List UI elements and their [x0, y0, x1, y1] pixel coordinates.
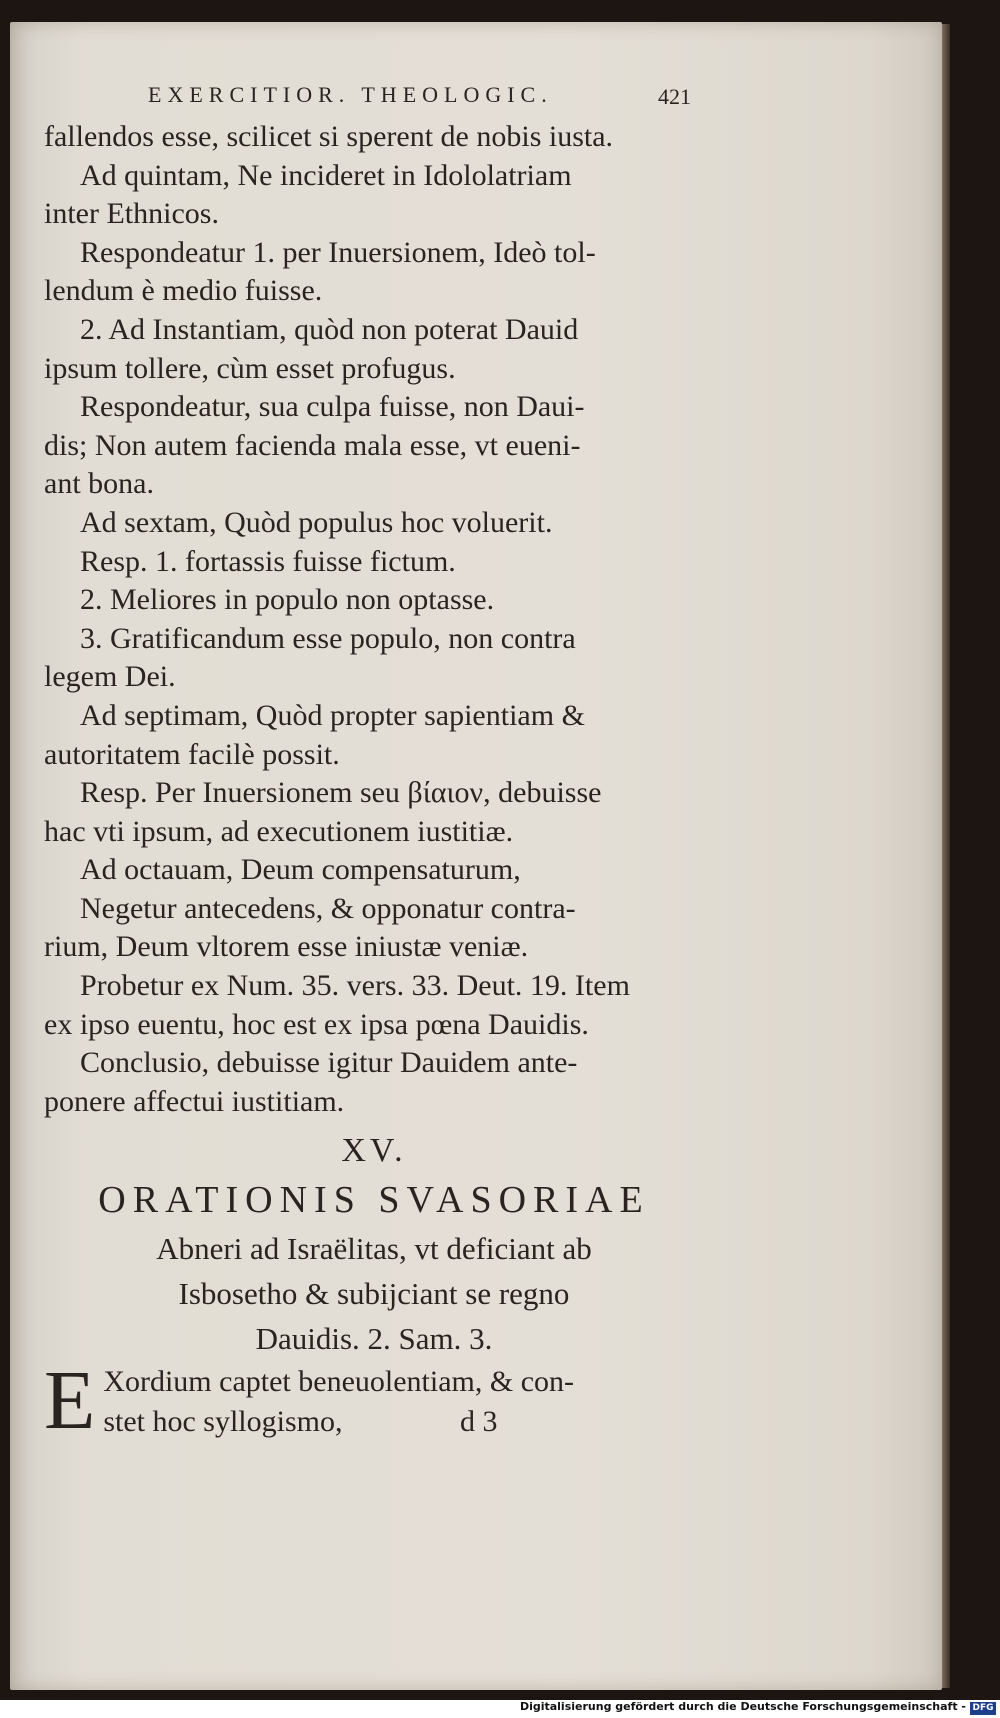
text-line	[44, 1402, 704, 1442]
text-line: fallendos esse, scilicet si sperent de nobis iusta.	[44, 120, 614, 153]
dfg-logo: DFG	[970, 1702, 996, 1715]
drop-cap: E	[44, 1354, 96, 1447]
page-number: 421	[658, 84, 691, 109]
exordium-paragraph	[44, 1354, 704, 1447]
text-line: 2. Meliores in populo non optasse.	[80, 583, 495, 617]
digitization-footer	[0, 1700, 1000, 1718]
text-line-content: stet hoc syllogismo,	[103, 1405, 343, 1438]
signature-mark: d 3	[459, 1405, 498, 1438]
text-line: inter Ethnicos.	[44, 197, 219, 231]
text-line: Ad octauam, Deum compensaturum,	[80, 853, 521, 887]
text-line: 3. Gratificandum esse populo, non contra	[80, 621, 576, 655]
text-line: Ad quintam, Ne incideret in Idololatriam	[80, 158, 572, 192]
text-line: dis; Non autem facienda mala esse, vt eueni-	[44, 428, 581, 462]
body-text	[44, 118, 704, 1121]
section-title: ORATIONIS SVASORIAE	[98, 1179, 650, 1221]
section-subtitle-line: Isbosetho & subijciant se regno	[178, 1276, 570, 1311]
section-number: XV.	[341, 1132, 407, 1169]
text-line: Xordium captet beneuolentiam, & con-	[103, 1365, 574, 1398]
text-line: ponere affectui iustitiam.	[44, 1084, 345, 1118]
text-line: Ad sextam, Quòd populus hoc voluerit.	[80, 505, 553, 539]
text-line: Ad septimam, Quòd propter sapientiam &	[80, 698, 585, 732]
section-subtitle-line: Abneri ad Israëlitas, vt deficiant ab	[156, 1231, 592, 1266]
page-edge-shadow	[942, 24, 950, 1688]
running-head: EXERCITIOR. THEOLOGIC.	[148, 82, 553, 107]
text-line: lendum è medio fuisse.	[44, 274, 323, 308]
footer-credit: Digitalisierung gefördert durch die Deutsche Forschungsgemeinschaft -	[519, 1700, 966, 1713]
text-line: Respondeatur 1. per Inuersionem, Ideò tol-	[80, 235, 596, 269]
text-line: Respondeatur, sua culpa fuisse, non Daui-	[80, 390, 585, 424]
text-line: ipsum tollere, cùm esset profugus.	[44, 351, 456, 385]
text-line: Probetur ex Num. 35. vers. 33. Deut. 19. Item	[80, 969, 630, 1003]
text-line: 2. Ad Instantiam, quòd non poterat Dauid	[80, 312, 579, 346]
text-line: Resp. 1. fortassis fuisse fictum.	[80, 544, 456, 578]
text-line: ex ipso euentu, hoc est ex ipsa pœna Dauidis.	[44, 1007, 589, 1041]
book-page	[10, 22, 942, 1690]
text-line: Conclusio, debuisse igitur Dauidem ante-	[80, 1046, 578, 1080]
text-line: hac vti ipsum, ad executionem iustitiæ.	[44, 814, 514, 848]
text-line: rium, Deum vltorem esse iniustæ veniæ.	[44, 930, 529, 964]
section-heading	[44, 1132, 704, 1361]
text-line: Resp. Per Inuersionem seu βίαιον, debuisse	[80, 776, 602, 810]
text-line: Negetur antecedens, & opponatur contra-	[80, 891, 576, 925]
text-line: legem Dei.	[44, 660, 176, 694]
section-subtitle-line: Dauidis. 2. Sam. 3.	[255, 1321, 493, 1356]
text-line: autoritatem facilè possit.	[44, 737, 340, 771]
text-line: ant bona.	[44, 467, 154, 501]
